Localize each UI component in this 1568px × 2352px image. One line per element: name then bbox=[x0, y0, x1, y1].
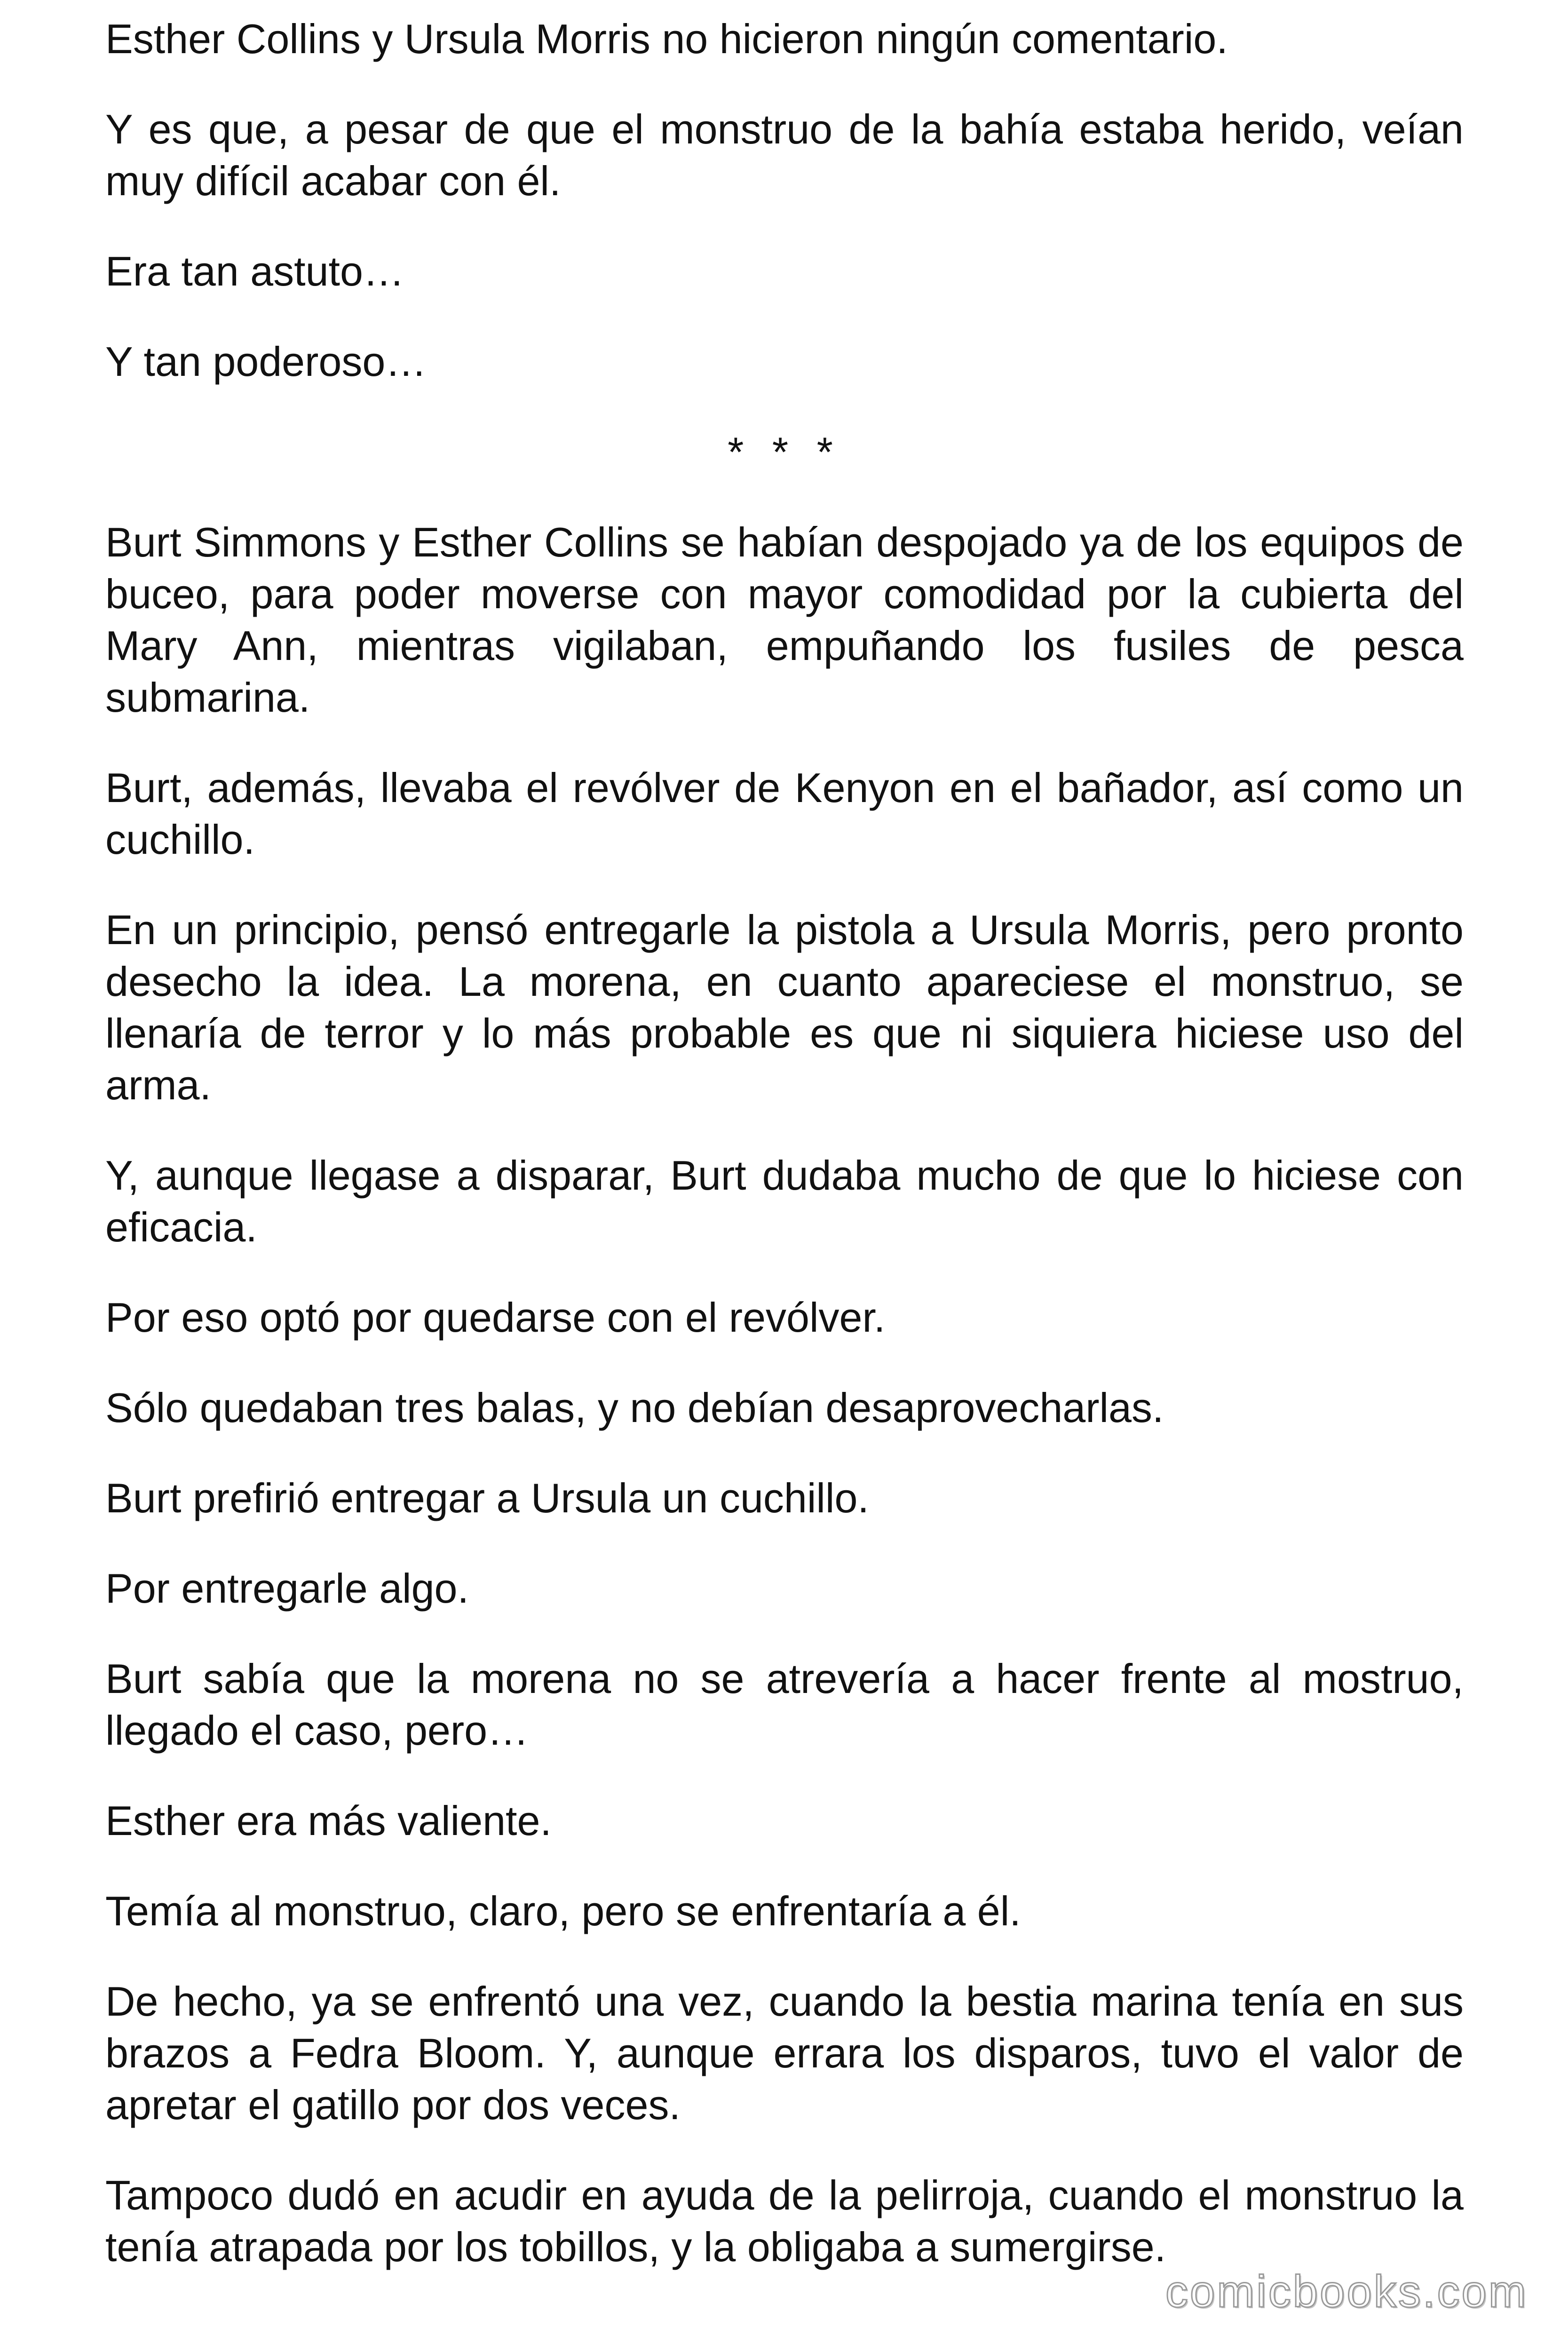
paragraph: Esther Collins y Ursula Morris no hicieron ningún comentario. bbox=[105, 16, 1228, 62]
paragraph: En un principio, pensó entregarle la pistola a Ursula Morris, pero pronto desecho la idea. La morena, en cuanto apareciese el monstruo, se llenaría de terror y lo más probable es que ni siquiera hiciese uso del arma. bbox=[105, 906, 1464, 1108]
section-separator: * * * bbox=[728, 429, 841, 475]
paragraph: Burt sabía que la morena no se atrevería a hacer frente al mostruo, llegado el caso, pero… bbox=[105, 1655, 1464, 1754]
paragraph: De hecho, ya se enfrentó una vez, cuando la bestia marina tenía en sus brazos a Fedra Bloom. Y, aunque errara los disparos, tuvo el valor de apretar el gatillo por dos veces. bbox=[105, 1978, 1464, 2128]
paragraph: Tampoco dudó en acudir en ayuda de la pelirroja, cuando el monstruo la tenía atrapada por los tobillos, y la obligaba a sumergirse. bbox=[105, 2172, 1464, 2270]
paragraph: Y tan poderoso… bbox=[105, 338, 427, 385]
paragraph: Y es que, a pesar de que el monstruo de la bahía estaba herido, veían muy difícil acabar con él. bbox=[105, 106, 1464, 204]
paragraph: Y, aunque llegase a disparar, Burt dudaba mucho de que lo hiciese con eficacia. bbox=[105, 1152, 1464, 1250]
watermark: comicbooks.com bbox=[1165, 2266, 1528, 2317]
paragraph: Por eso optó por quedarse con el revólver. bbox=[105, 1294, 886, 1341]
paragraph: Era tan astuto… bbox=[105, 248, 404, 294]
paragraph: Burt Simmons y Esther Collins se habían despojado ya de los equipos de buceo, para poder moverse con mayor comodidad por la cubierta del Mary Ann, mientras vigilaban, empuñando los fusiles de pesca submarina. bbox=[105, 519, 1464, 721]
paragraph: Esther era más valiente. bbox=[105, 1797, 552, 1844]
paragraph: Sólo quedaban tres balas, y no debían desaprovecharlas. bbox=[105, 1384, 1164, 1431]
paragraph: Burt prefirió entregar a Ursula un cuchillo. bbox=[105, 1475, 869, 1521]
paragraph: Temía al monstruo, claro, pero se enfrentaría a él. bbox=[105, 1888, 1021, 1934]
paragraph: Por entregarle algo. bbox=[105, 1565, 469, 1612]
body-text bbox=[105, 13, 1464, 2312]
paragraph: Burt, además, llevaba el revólver de Kenyon en el bañador, así como un cuchillo. bbox=[105, 764, 1464, 863]
